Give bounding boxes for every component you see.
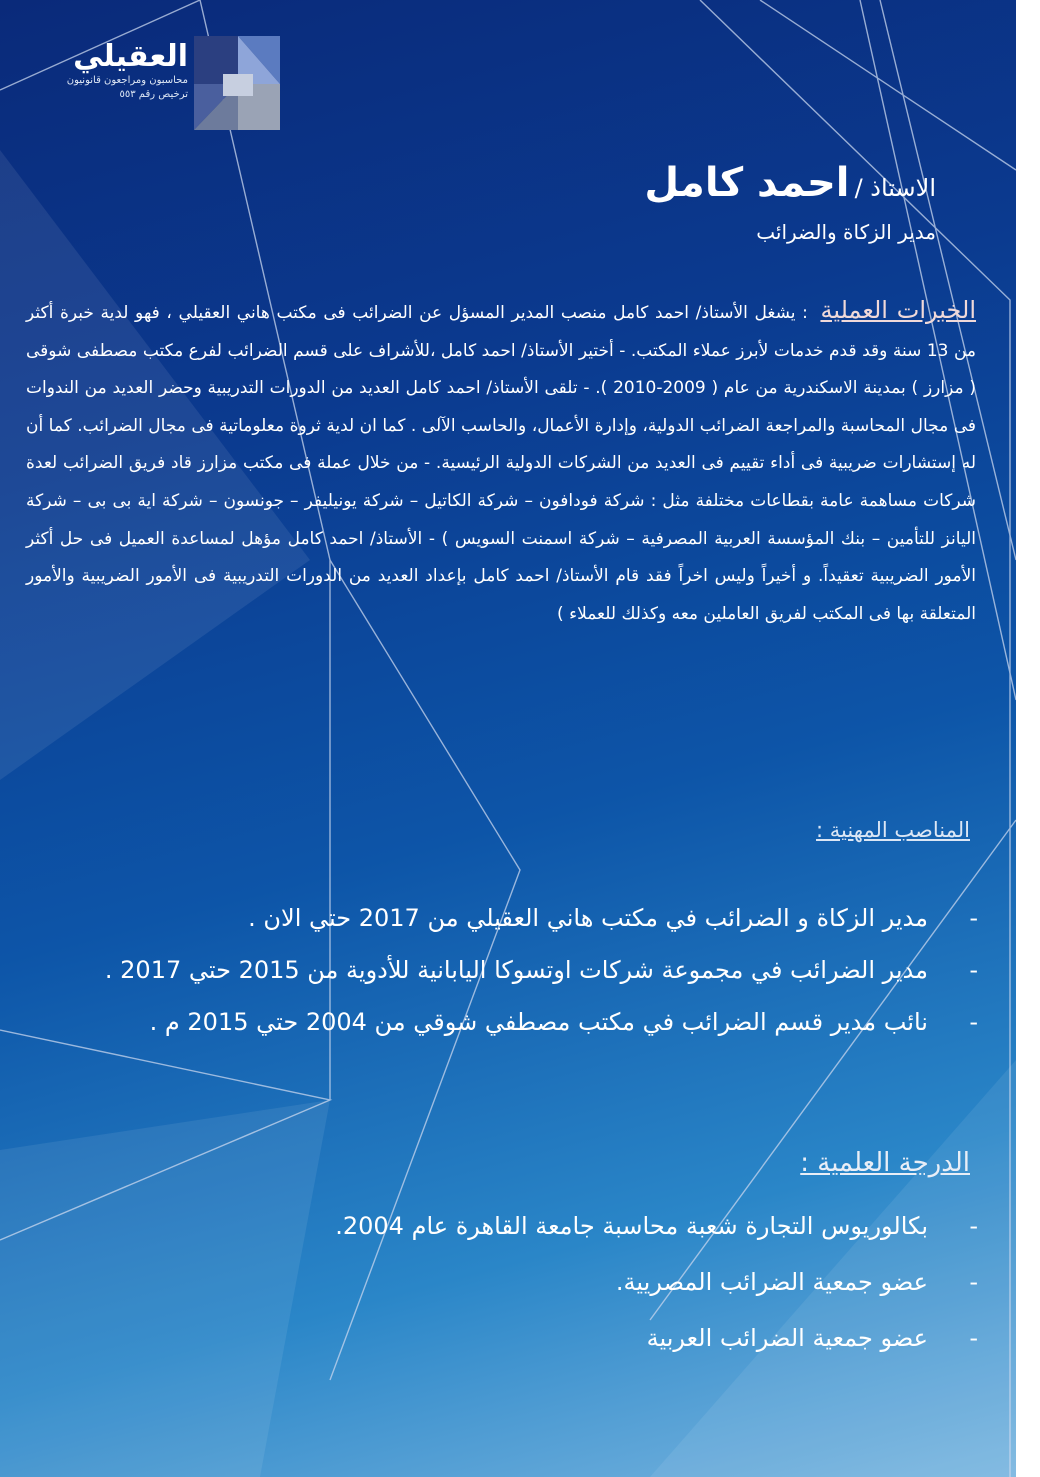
job-title: مدير الزكاة والضرائب bbox=[756, 220, 936, 244]
experience-paragraph bbox=[26, 292, 976, 633]
list-item: - مدير الضرائب في مجموعة شركات اوتسوكا اليابانية للأدوية من 2015 حتي 2017 . bbox=[38, 944, 978, 996]
list-item: - مدير الزكاة و الضرائب في مكتب هاني العقيلي من 2017 حتي الان . bbox=[38, 892, 978, 944]
logo-tile bbox=[223, 74, 253, 96]
list-item: - بكالوريوس التجارة شعبة محاسبة جامعة القاهرة عام 2004. bbox=[38, 1198, 978, 1254]
brand-subtitle: محاسبون ومراجعون قانونيون bbox=[66, 75, 188, 86]
brand-license: ترخيص رقم ٥٥٣ bbox=[119, 89, 188, 100]
list-item: - عضو جمعية الضرائب المصريية. bbox=[38, 1254, 978, 1310]
positions-heading: المناصب المهنية : bbox=[816, 818, 970, 842]
positions-list bbox=[38, 892, 978, 1048]
list-item: - عضو جمعية الضرائب العربية bbox=[38, 1310, 978, 1366]
experience-text: : يشغل الأستاذ/ احمد كامل منصب المدير المسؤل عن الضرائب فى مكتب هاني العقيلي ، فهو لدية خبرة أكثر من 13 سنة وقد قدم خدمات لأبرز عملاء المكتب. - أختير الأستاذ/ احمد كامل ،للأشراف على قسم الضرائب لفرع مكتب مصطفى شوقى ( مزارز ) بمدينة الاسكندرية من عام ( 2009-2010 ). - تلقى الأستاذ/ احمد كامل العديد من الدورات التدريبية وحضر العديد من الندوات فى مجال المحاسبة والمراجعة الضرائب الدولية، وإدارة الأعمال، والحاسب الآلى . كما ان لدية ثروة معلوماتية فى مجال الضرائب. كما أن له إستشارات ضريبية فى أداء تقييم فى العديد من الشركات الدولية الرئيسية. - من خلال عملة فى مكتب مزارز قاد فريق الضرائب لعدة شركات مساهمة عامة بقطاعات مختلفة مثل : شركة فودافون – شركة الكاتيل – شركة يونيليفر – جونسون – شركة اية بى بى – شركة اليانز للتأمين – بنك المؤسسة العربية المصرفية – شركة اسمنت السويس ) - الأستاذ/ احمد كامل مؤهل لمساعدة العميل فى حل أكثر الأمور الضريبية تعقيداً. و أخيراً وليس اخراً فقد قام الأستاذ/ احمد كامل بإعداد العديد من الدورات التدريبية فى الأمور الضريبية والأمور المتعلقة بها فى المكتب لفريق العاملين معه وكذلك للعملاء ) bbox=[26, 303, 977, 624]
brand-name: العقيلي bbox=[73, 39, 188, 74]
degree-heading: الدرجة العلمية : bbox=[800, 1148, 970, 1178]
list-item: - نائب مدير قسم الضرائب في مكتب مصطفي شوقي من 2004 حتي 2015 م . bbox=[38, 996, 978, 1048]
title-name: احمد كامل bbox=[644, 160, 850, 206]
experience-heading: الخبرات العملية bbox=[820, 296, 977, 324]
page-title bbox=[236, 160, 936, 206]
degree-list bbox=[38, 1198, 978, 1366]
brand-text bbox=[48, 40, 188, 102]
title-prefix: الاستاذ / bbox=[854, 174, 936, 202]
